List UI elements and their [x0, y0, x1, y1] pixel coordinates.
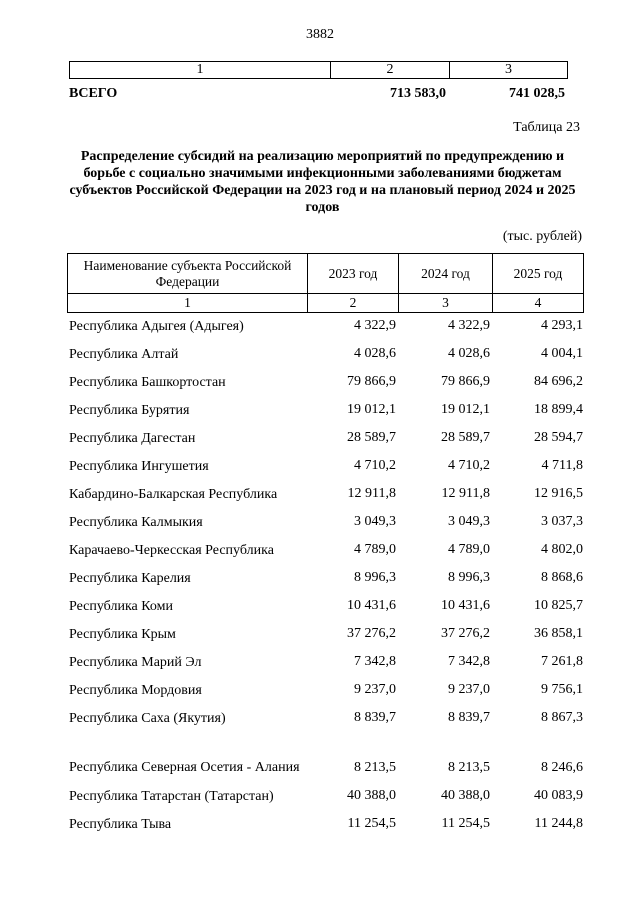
value-2024: 4 028,6	[448, 346, 490, 361]
value-2024: 19 012,1	[441, 402, 490, 417]
value-2023: 8 213,5	[354, 760, 396, 775]
value-2023: 4 028,6	[354, 346, 396, 361]
value-2024: 12 911,8	[441, 486, 490, 501]
value-2024: 28 589,7	[441, 430, 490, 445]
total-value-2024: 713 583,0	[390, 86, 446, 101]
column-number-1: 1	[68, 294, 308, 312]
table-row	[69, 810, 585, 838]
value-2024: 37 276,2	[441, 626, 490, 641]
table-row	[69, 480, 585, 508]
table-row	[69, 592, 585, 620]
value-2023: 7 342,8	[354, 654, 396, 669]
region-name: Республика Саха (Якутия)	[69, 710, 226, 726]
region-name: Кабардино-Балкарская Республика	[69, 486, 278, 502]
region-name: Республика Крым	[69, 626, 176, 642]
value-2024: 79 866,9	[441, 374, 490, 389]
value-2023: 4 789,0	[354, 542, 396, 557]
region-name: Республика Алтай	[69, 346, 179, 362]
value-2025: 8 867,3	[541, 710, 583, 725]
column-number-4: 4	[534, 295, 542, 310]
region-name: Республика Дагестан	[69, 430, 196, 446]
table-row	[69, 676, 585, 704]
value-2025: 8 246,6	[541, 760, 583, 775]
region-name: Республика Ингушетия	[69, 458, 209, 474]
table-row	[69, 452, 585, 480]
region-name: Республика Башкортостан	[69, 374, 226, 390]
value-2023: 8 839,7	[354, 710, 396, 725]
value-2025: 36 858,1	[534, 626, 583, 641]
value-2023: 19 012,1	[347, 402, 396, 417]
value-2025: 11 244,8	[534, 816, 583, 831]
value-2023: 12 911,8	[347, 486, 396, 501]
value-2024: 4 710,2	[448, 458, 490, 473]
header-2023: 2023 год	[308, 254, 399, 293]
region-name: Республика Мордовия	[69, 682, 202, 698]
value-2025: 28 594,7	[534, 430, 583, 445]
units-label: (тыс. рублей)	[502, 229, 582, 244]
value-2024: 8 213,5	[448, 760, 490, 775]
table-row	[69, 508, 585, 536]
continuation-table-header	[69, 61, 568, 79]
value-2025: 12 916,5	[534, 486, 583, 501]
total-value-2025: 741 028,5	[509, 86, 565, 101]
value-2023: 4 322,9	[354, 318, 396, 333]
region-name: Республика Коми	[69, 598, 173, 614]
continuation-col-1: 1	[70, 62, 331, 78]
value-2024: 11 254,5	[441, 816, 490, 831]
value-2025: 7 261,8	[541, 654, 583, 669]
value-2025: 18 899,4	[534, 402, 583, 417]
region-name: Республика Марий Эл	[69, 654, 202, 670]
table-header	[67, 253, 584, 313]
value-2023: 10 431,6	[347, 598, 396, 613]
value-2025: 4 293,1	[541, 318, 583, 333]
table-row	[69, 782, 585, 810]
value-2023: 11 254,5	[347, 816, 396, 831]
continuation-col-2: 2	[331, 62, 450, 78]
table-row	[69, 368, 585, 396]
value-2023: 28 589,7	[347, 430, 396, 445]
region-name: Республика Северная Осетия - Алания	[69, 760, 300, 775]
table-body	[69, 312, 585, 838]
value-2023: 40 388,0	[347, 788, 396, 803]
value-2024: 8 839,7	[448, 710, 490, 725]
value-2025: 8 868,6	[541, 570, 583, 585]
value-2024: 9 237,0	[448, 682, 490, 697]
table-row	[69, 312, 585, 340]
value-2023: 3 049,3	[354, 514, 396, 529]
table-row	[69, 424, 585, 452]
table-row	[69, 536, 585, 564]
value-2023: 9 237,0	[354, 682, 396, 697]
value-2025: 3 037,3	[541, 514, 583, 529]
region-name: Республика Тыва	[69, 816, 172, 832]
value-2025: 10 825,7	[534, 598, 583, 613]
table-row	[69, 620, 585, 648]
region-name: Республика Адыгея (Адыгея)	[69, 318, 244, 334]
value-2024: 3 049,3	[448, 514, 490, 529]
table-row	[69, 340, 585, 368]
region-name: Республика Карелия	[69, 570, 191, 586]
value-2023: 79 866,9	[347, 374, 396, 389]
column-number-2: 2	[308, 294, 399, 312]
region-name: Республика Бурятия	[69, 402, 190, 418]
continuation-col-3: 3	[505, 62, 512, 77]
value-2024: 4 789,0	[448, 542, 490, 557]
value-2025: 9 756,1	[541, 682, 583, 697]
value-2025: 84 696,2	[534, 374, 583, 389]
table-row	[69, 564, 585, 592]
header-2025: 2025 год	[513, 265, 563, 281]
value-2025: 4 802,0	[541, 542, 583, 557]
value-2024: 40 388,0	[441, 788, 490, 803]
region-name: Республика Калмыкия	[69, 514, 203, 530]
table-row	[69, 732, 585, 782]
value-2023: 8 996,3	[354, 570, 396, 585]
value-2023: 37 276,2	[347, 626, 396, 641]
table-row	[69, 704, 585, 732]
region-name: Республика Татарстан (Татарстан)	[69, 788, 274, 804]
value-2024: 10 431,6	[441, 598, 490, 613]
total-label: ВСЕГО	[69, 86, 118, 101]
table-row	[69, 396, 585, 424]
region-name: Карачаево-Черкесская Республика	[69, 542, 274, 558]
table-title: Распределение субсидий на реализацию мероприятий по предупреждению и борьбе с социально значимыми инфекционными заболеваниями бюджетам субъектов Российской Федерации на 2023 год и на плановый период 2024 и 2025 годов	[69, 149, 576, 215]
value-2024: 4 322,9	[448, 318, 490, 333]
value-2023: 4 710,2	[354, 458, 396, 473]
header-2024: 2024 год	[399, 254, 493, 293]
value-2024: 7 342,8	[448, 654, 490, 669]
value-2025: 4 004,1	[541, 346, 583, 361]
table-row	[69, 648, 585, 676]
value-2025: 40 083,9	[534, 788, 583, 803]
value-2024: 8 996,3	[448, 570, 490, 585]
page-number: 3882	[306, 27, 334, 42]
header-region: Наименование субъекта Российской Федерации	[68, 254, 308, 293]
column-number-3: 3	[399, 294, 493, 312]
value-2025: 4 711,8	[541, 458, 583, 473]
table-number: Таблица 23	[513, 120, 580, 135]
